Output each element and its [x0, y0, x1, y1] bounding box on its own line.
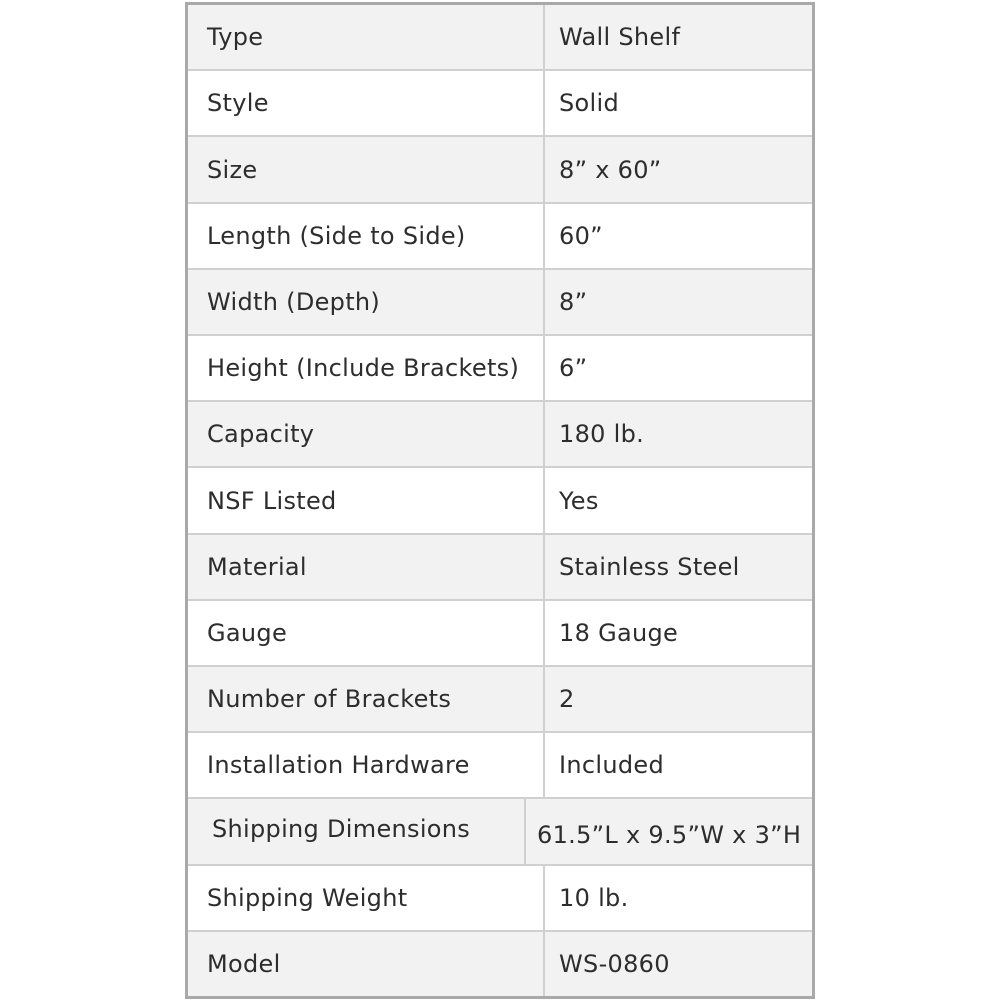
spec-row-model: [188, 932, 812, 996]
spec-row-shipping-dimensions: [188, 799, 812, 865]
spec-label: Width (Depth): [188, 270, 545, 334]
spec-value: 60”: [559, 221, 603, 250]
spec-row-type: [188, 5, 812, 71]
spec-value: Yes: [559, 486, 599, 515]
spec-row-gauge: [188, 601, 812, 667]
spec-label: Installation Hardware: [188, 733, 545, 797]
spec-label: Capacity: [188, 402, 545, 466]
spec-row-height: [188, 336, 812, 402]
spec-label: Shipping Dimensions: [188, 799, 526, 863]
spec-value: Solid: [559, 89, 619, 118]
spec-label: Type: [188, 5, 545, 69]
spec-value: 180 lb.: [559, 420, 645, 449]
spec-label: Height (Include Brackets): [188, 336, 545, 400]
spec-label: Shipping Weight: [188, 866, 545, 930]
spec-table-frame: [185, 2, 815, 999]
spec-label: Style: [188, 71, 545, 135]
spec-value: 61.5”L x 9.5”W x 3”H: [537, 820, 802, 849]
spec-label: Gauge: [188, 601, 545, 665]
spec-label: Length (Side to Side): [188, 204, 545, 268]
spec-row-shipping-weight: [188, 866, 812, 932]
spec-value: 6”: [559, 354, 588, 383]
spec-label: Size: [188, 137, 545, 201]
spec-row-size: [188, 137, 812, 203]
spec-row-nsf-listed: [188, 468, 812, 534]
spec-table: [188, 5, 812, 996]
spec-label: Number of Brackets: [188, 667, 545, 731]
spec-value: 8” x 60”: [559, 155, 662, 184]
spec-row-width: [188, 270, 812, 336]
spec-label: Material: [188, 535, 545, 599]
spec-value: Wall Shelf: [559, 23, 681, 52]
spec-value: Stainless Steel: [559, 552, 740, 581]
spec-value: WS-0860: [559, 949, 670, 978]
spec-value: 8”: [559, 287, 588, 316]
spec-row-number-of-brackets: [188, 667, 812, 733]
spec-value: Included: [559, 751, 664, 780]
spec-label: NSF Listed: [188, 468, 545, 532]
spec-value: 10 lb.: [559, 883, 629, 912]
spec-label: Model: [188, 932, 545, 996]
spec-value: 2: [559, 685, 575, 714]
spec-row-length: [188, 204, 812, 270]
spec-row-style: [188, 71, 812, 137]
spec-row-capacity: [188, 402, 812, 468]
spec-value: 18 Gauge: [559, 618, 679, 647]
spec-row-material: [188, 535, 812, 601]
spec-row-installation-hardware: [188, 733, 812, 799]
